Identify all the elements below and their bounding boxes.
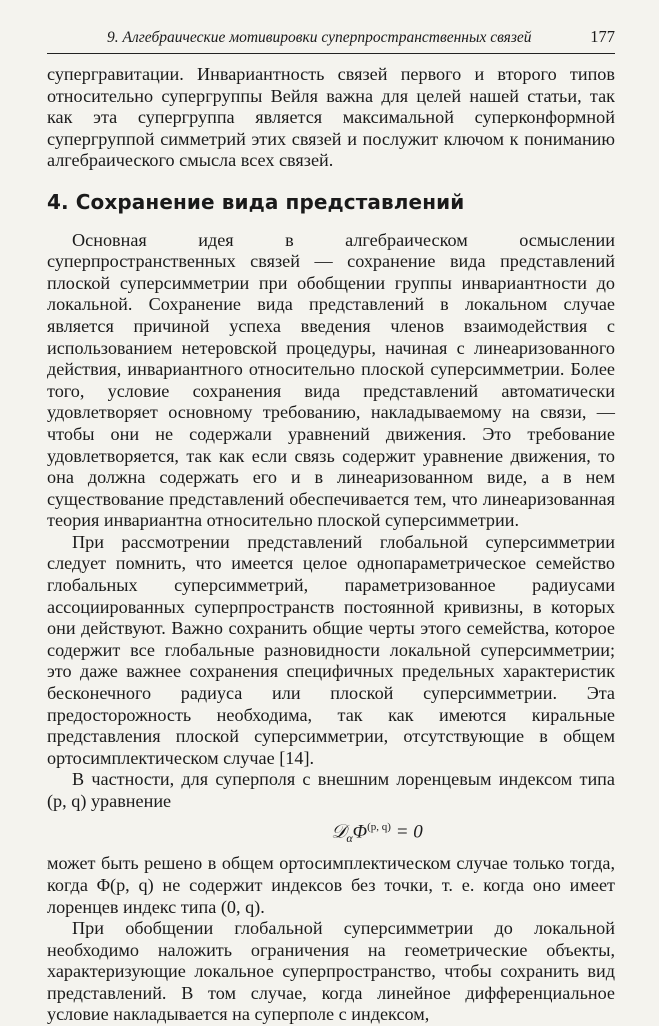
equation-rhs: = 0 — [390, 820, 423, 842]
equation-operator: 𝒟 — [331, 820, 347, 842]
equation-subscript: α — [346, 830, 353, 845]
page — [47, 27, 615, 1026]
equation — [139, 817, 615, 850]
section-heading: 4. Сохранение вида представлений — [47, 189, 465, 214]
paragraph: может быть решено в общем ортосимплектическом случае только тогда, когда Φ(p, q) не содержит индексов без точки, т. е. когда оно имеет лоренцев индекс типа (0, q). — [47, 853, 615, 917]
page-number: 177 — [590, 27, 615, 46]
paragraph: При обобщении глобальной суперсимметрии до локальной необходимо наложить ограничения на геометрические объекты, характеризующие локальное суперпространство, чтобы сохранить вид представлений. В том случае, когда линейное дифференциальное условие накладывается на суперполе с индексом, — [47, 918, 615, 1025]
equation-superscript: (p, q) — [367, 820, 391, 833]
running-head — [47, 27, 615, 54]
running-title: 9. Алгебраические мотивировки суперпространственных связей — [107, 29, 532, 46]
paragraph: В частности, для суперполя с внешним лоренцевым индексом типа (p, q) уравнение — [47, 769, 615, 811]
paragraph: супергравитации. Инвариантность связей первого и второго типов относительно супергруппы Вейля важна для целей нашей статьи, так как эта супергруппа является максимальной суперконформной супергруппой симметрий этих связей и послужит ключом к пониманию алгебраического смысла всех связей. — [47, 64, 615, 171]
body-text — [47, 64, 615, 1026]
paragraph: Основная идея в алгебраическом осмыслении суперпространственных связей — сохранение вида представлений плоской суперсимметрии при обобщении группы инвариантности до локальной. Сохранение вида представлений в локальном случае является причиной успеха введения членов взаимодействия с использованием нетеровской процедуры, начиная с линеаризованного действия, инвариантного относительно плоской суперсимметрии. Более того, условие сохранения вида представлений автоматически удовлетворяет основному требованию, накладываемому на связи, — чтобы они не содержали уравнений движения. Это требование удовлетворяется, так как если связь содержит уравнение движения, то она должна содержать его и в линеаризованном виде, а в нем существование представлений обеспечивается тем, что линеаризованная теория инвариантна относительно плоской суперсимметрии. — [47, 229, 615, 531]
paragraph: При рассмотрении представлений глобальной суперсимметрии следует помнить, что имеется целое однопараметрическое семейство глобальных суперсимметрий, параметризованное радиусами ассоциированных суперпространств постоянной кривизны, в которых они действуют. Важно сохранить общие черты этого семейства, которое содержит все глобальные разновидности локальной суперсимметрии; это даже важнее сохранения специфичных предельных характеристик бесконечного радиуса или плоской суперсимметрии. Эта предосторожность необходима, так как имеются киральные представления плоской суперсимметрии, отсутствующие в общем ортосимплектическом случае [14]. — [47, 531, 615, 768]
equation-field: Φ — [352, 820, 368, 842]
